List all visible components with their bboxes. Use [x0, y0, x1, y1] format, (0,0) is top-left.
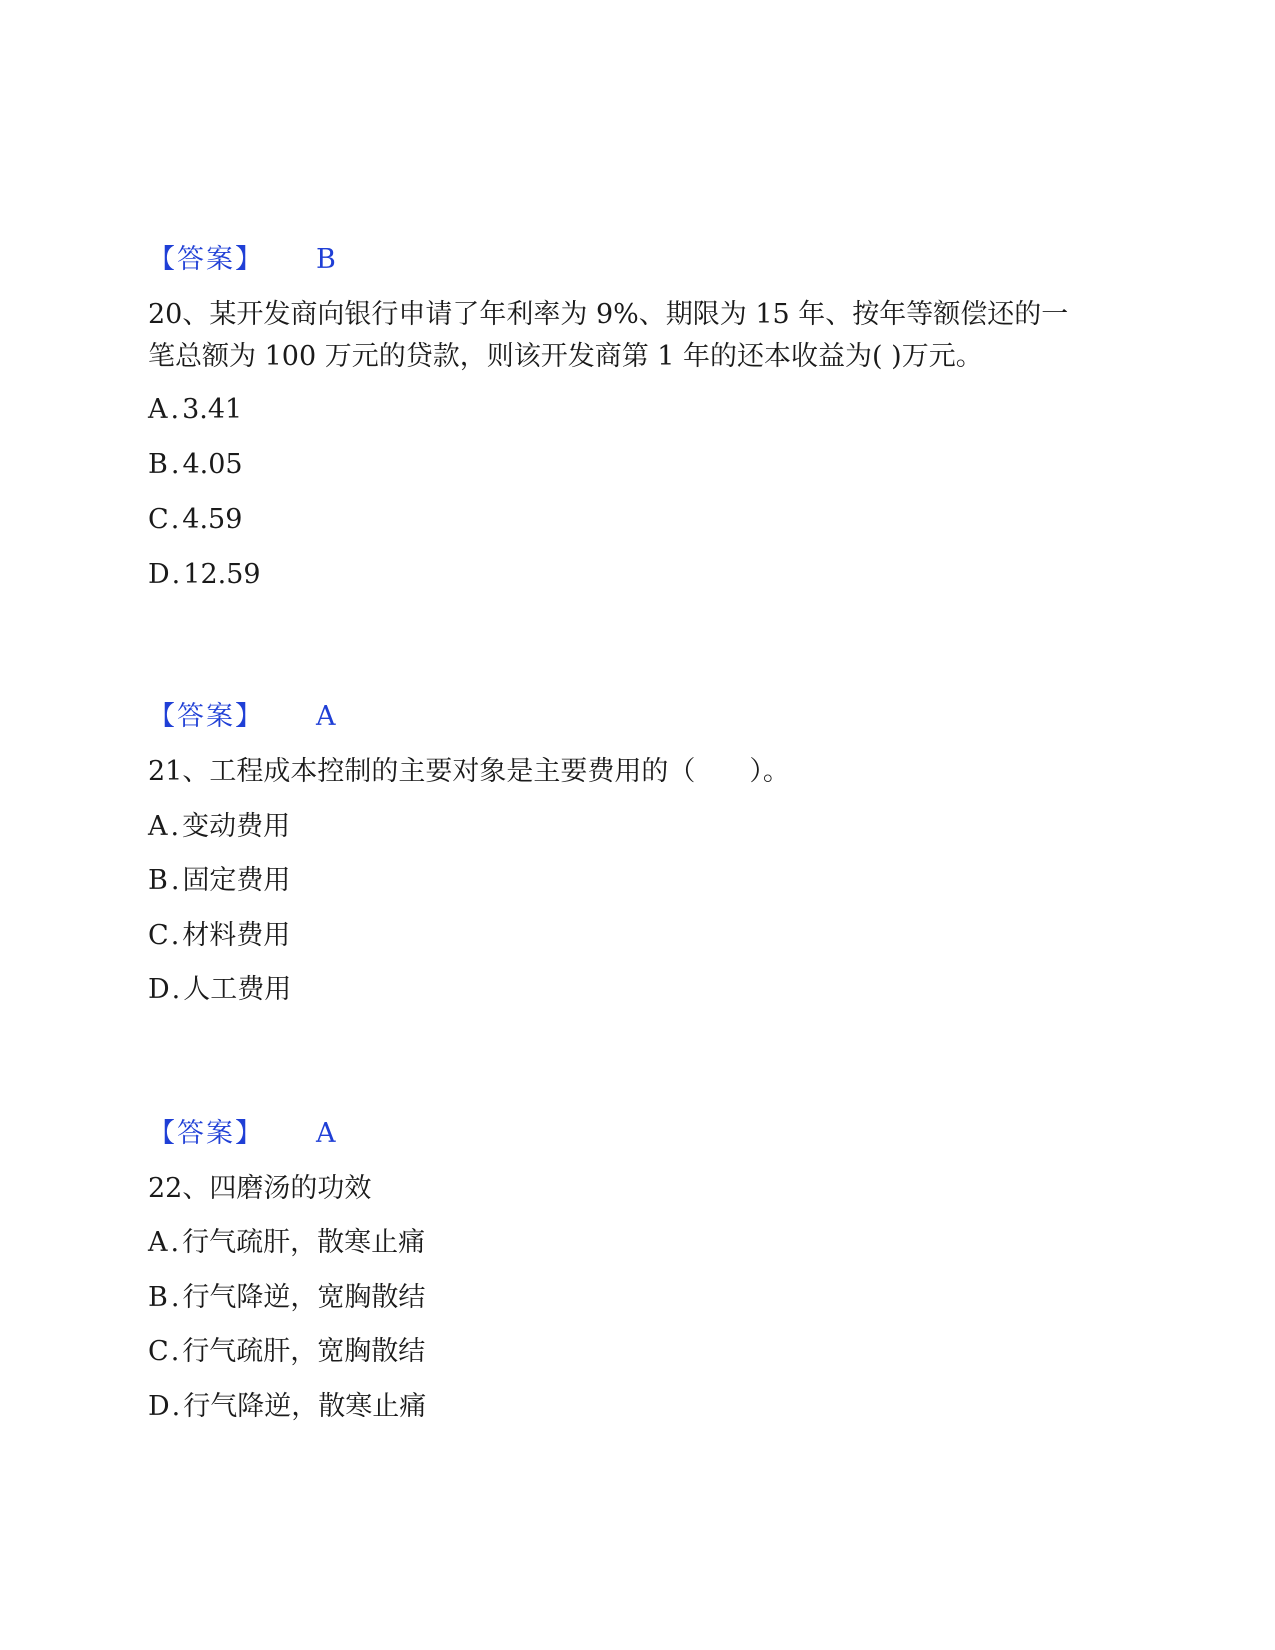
- option-a: A.3.41: [148, 394, 243, 425]
- option-b: B.4.05: [148, 449, 243, 480]
- question-line: 21、工程成本控制的主要对象是主要费用的（ ）。: [148, 756, 790, 787]
- option-c: C.4.59: [148, 504, 243, 535]
- option-d: D.行气降逆，散寒止痛: [148, 1391, 427, 1422]
- answer-tag: 【答案】: [148, 244, 264, 275]
- option-d: D.12.59: [148, 559, 261, 590]
- option-a: A.行气疏肝，散寒止痛: [148, 1227, 426, 1258]
- option-b: B.行气降逆，宽胸散结: [148, 1282, 426, 1313]
- answer-line: [148, 1117, 336, 1151]
- answer-value: A: [316, 701, 336, 732]
- answer-tag: 【答案】: [148, 1118, 264, 1149]
- option-c: C.行气疏肝，宽胸散结: [148, 1336, 426, 1367]
- answer-value: A: [316, 1118, 336, 1149]
- question-line: 22、四磨汤的功效: [148, 1173, 372, 1204]
- answer-line: [148, 243, 336, 277]
- answer-line: [148, 700, 336, 734]
- answer-value: B: [316, 244, 336, 275]
- answer-tag: 【答案】: [148, 701, 264, 732]
- option-c: C.材料费用: [148, 920, 291, 951]
- option-b: B.固定费用: [148, 865, 291, 896]
- question-line: 笔总额为 100 万元的贷款，则该开发商第 1 年的还本收益为( )万元。: [148, 341, 983, 372]
- option-a: A.变动费用: [148, 811, 291, 842]
- option-d: D.人工费用: [148, 974, 292, 1005]
- question-line: 20、某开发商向银行申请了年利率为 9%、期限为 15 年、按年等额偿还的一: [148, 299, 1069, 330]
